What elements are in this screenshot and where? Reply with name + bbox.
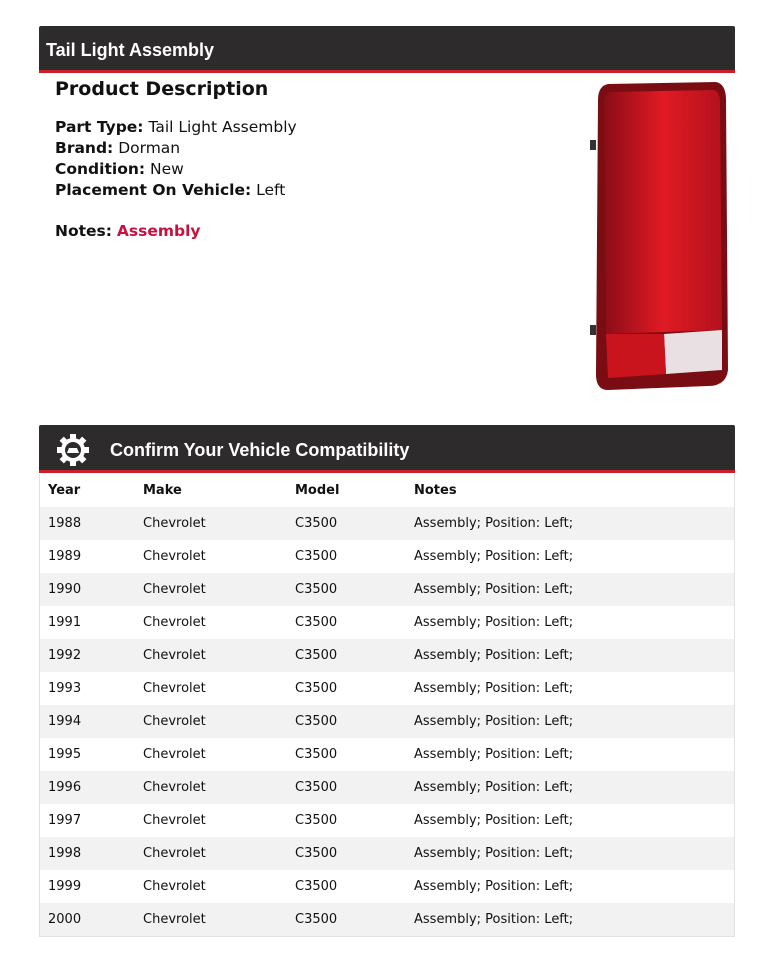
compatibility-title: Confirm Your Vehicle Compatibility bbox=[110, 440, 410, 460]
spec-value: Dorman bbox=[118, 139, 181, 157]
cell-make: Chevrolet bbox=[143, 813, 206, 828]
spec-value: Left bbox=[256, 181, 286, 199]
col-make: Make bbox=[143, 483, 182, 498]
cell-model: C3500 bbox=[295, 747, 338, 762]
cell-model: C3500 bbox=[287, 837, 406, 870]
cell-model: C3500 bbox=[287, 639, 406, 672]
cell-notes: Assembly; Position: Left; bbox=[406, 507, 735, 540]
cell-model: C3500 bbox=[287, 507, 406, 540]
cell-notes: Assembly; Position: Left; bbox=[406, 771, 735, 804]
cell-model: C3500 bbox=[295, 879, 338, 894]
cell-make: Chevrolet bbox=[135, 903, 287, 937]
cell-notes: Assembly; Position: Left; bbox=[406, 639, 735, 672]
table-row bbox=[40, 639, 735, 672]
cell-model: C3500 bbox=[287, 771, 406, 804]
spec-line bbox=[55, 117, 297, 138]
cell-year: 1992 bbox=[40, 639, 136, 672]
cell-notes: Assembly; Position: Left; bbox=[414, 879, 574, 894]
cell-make: Chevrolet bbox=[143, 549, 206, 564]
table-header-row bbox=[40, 474, 735, 507]
description-heading: Product Description bbox=[55, 78, 269, 100]
spec-line bbox=[55, 138, 297, 159]
cell-year: 1993 bbox=[48, 681, 82, 696]
cell-make: Chevrolet bbox=[143, 747, 206, 762]
compatibility-table bbox=[39, 474, 735, 937]
cell-make: Chevrolet bbox=[143, 879, 206, 894]
cell-notes: Assembly; Position: Left; bbox=[406, 705, 735, 738]
notes-value: Assembly bbox=[116, 222, 201, 240]
spec-label: Brand: bbox=[55, 139, 114, 157]
cell-make: Chevrolet bbox=[135, 705, 287, 738]
cell-notes: Assembly; Position: Left; bbox=[406, 903, 735, 937]
cell-year: 1998 bbox=[40, 837, 136, 870]
cell-model: C3500 bbox=[295, 681, 338, 696]
col-notes: Notes bbox=[414, 483, 457, 498]
cell-make: Chevrolet bbox=[135, 771, 287, 804]
cell-model: C3500 bbox=[287, 573, 406, 606]
spec-label: Condition: bbox=[55, 160, 146, 178]
cell-make: Chevrolet bbox=[143, 681, 206, 696]
cell-year: 1999 bbox=[48, 879, 82, 894]
cell-make: Chevrolet bbox=[135, 639, 287, 672]
spec-label: Placement On Vehicle: bbox=[55, 181, 252, 199]
cell-make: Chevrolet bbox=[143, 615, 206, 630]
compatibility-bar bbox=[39, 425, 735, 473]
cell-notes: Assembly; Position: Left; bbox=[414, 549, 574, 564]
cell-model: C3500 bbox=[287, 903, 406, 937]
cell-make: Chevrolet bbox=[135, 837, 287, 870]
table-row bbox=[40, 804, 735, 837]
col-year: Year bbox=[48, 483, 81, 498]
cell-year: 1989 bbox=[48, 549, 82, 564]
cell-model: C3500 bbox=[287, 705, 406, 738]
cell-notes: Assembly; Position: Left; bbox=[406, 837, 735, 870]
cell-model: C3500 bbox=[295, 813, 338, 828]
notes-label: Notes: bbox=[55, 222, 112, 240]
cell-year: 1988 bbox=[40, 507, 136, 540]
gear-car-icon bbox=[56, 433, 90, 467]
cell-notes: Assembly; Position: Left; bbox=[406, 573, 735, 606]
table-row bbox=[40, 738, 735, 771]
table-row bbox=[40, 573, 735, 606]
title-bar bbox=[39, 26, 735, 73]
cell-notes: Assembly; Position: Left; bbox=[414, 681, 574, 696]
cell-make: Chevrolet bbox=[135, 573, 287, 606]
table-row bbox=[40, 870, 735, 903]
spec-value: New bbox=[150, 160, 184, 178]
page-title: Tail Light Assembly bbox=[46, 40, 215, 60]
cell-model: C3500 bbox=[295, 549, 338, 564]
cell-year: 1994 bbox=[40, 705, 136, 738]
table-row bbox=[40, 903, 735, 937]
table-row bbox=[40, 837, 735, 870]
notes bbox=[55, 222, 297, 240]
tail-light-image bbox=[588, 80, 730, 392]
table-row bbox=[40, 705, 735, 738]
spec-value: Tail Light Assembly bbox=[148, 118, 297, 136]
spec-line bbox=[55, 180, 297, 201]
col-model: Model bbox=[295, 483, 340, 498]
cell-year: 1997 bbox=[48, 813, 82, 828]
cell-year: 1995 bbox=[48, 747, 82, 762]
cell-year: 1991 bbox=[48, 615, 82, 630]
cell-year: 1996 bbox=[40, 771, 136, 804]
cell-notes: Assembly; Position: Left; bbox=[414, 813, 574, 828]
cell-notes: Assembly; Position: Left; bbox=[414, 747, 574, 762]
spec-line bbox=[55, 159, 297, 180]
cell-notes: Assembly; Position: Left; bbox=[414, 615, 574, 630]
table-row bbox=[40, 540, 735, 573]
cell-year: 1990 bbox=[40, 573, 136, 606]
cell-year: 2000 bbox=[40, 903, 136, 937]
cell-make: Chevrolet bbox=[135, 507, 287, 540]
table-row bbox=[40, 672, 735, 705]
spec-label: Part Type: bbox=[55, 118, 144, 136]
table-row bbox=[40, 606, 735, 639]
table-row bbox=[40, 507, 735, 540]
product-description bbox=[55, 78, 297, 240]
table-row bbox=[40, 771, 735, 804]
cell-model: C3500 bbox=[295, 615, 338, 630]
